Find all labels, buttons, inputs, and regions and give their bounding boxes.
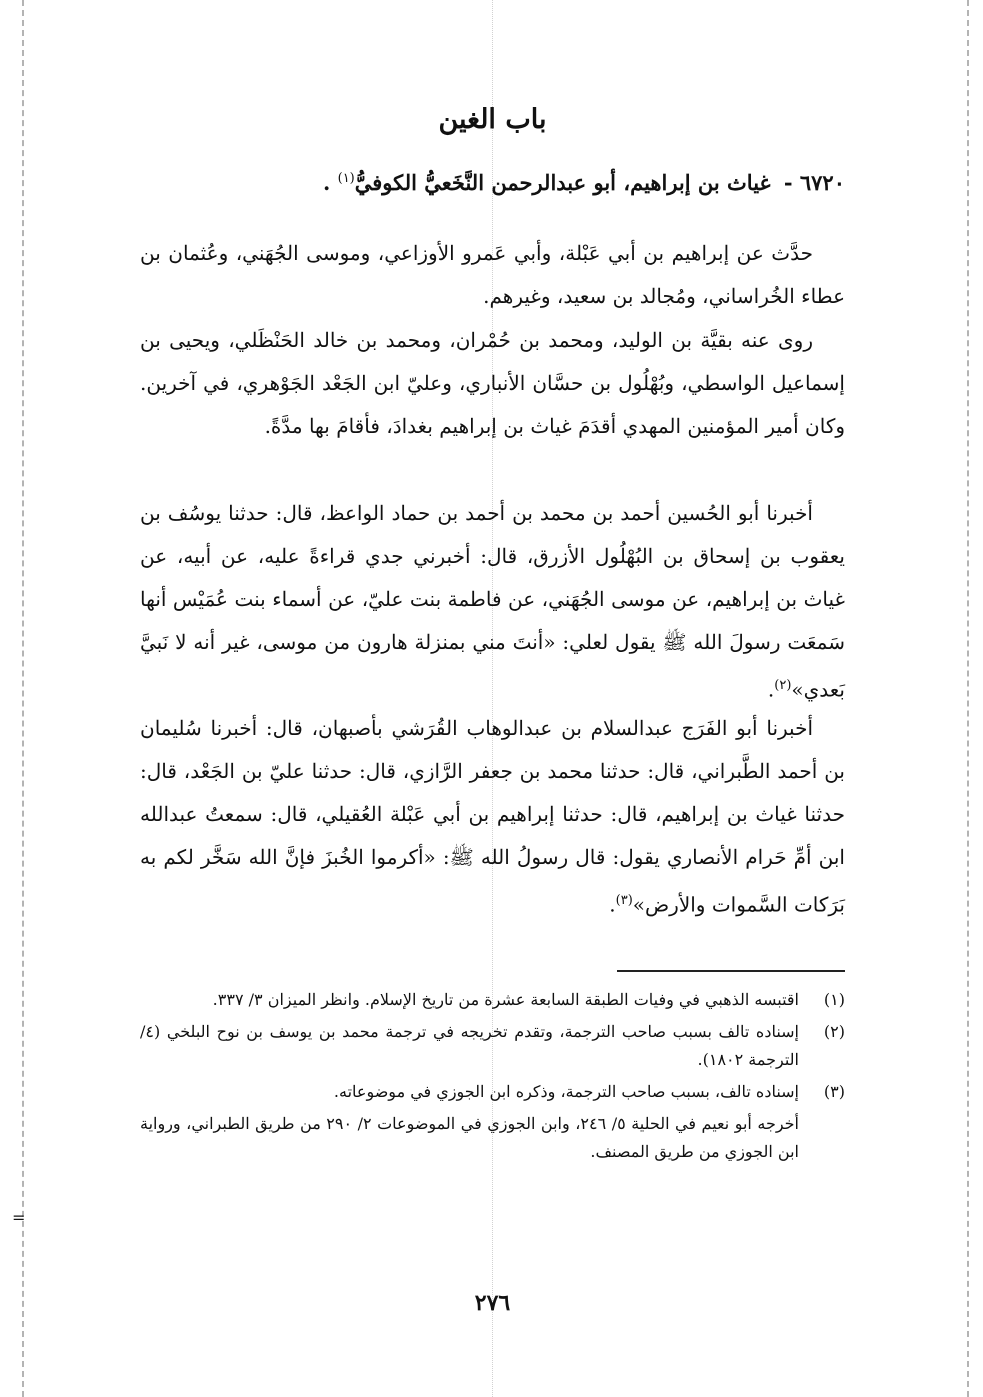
footnote-2 (140, 1018, 845, 1074)
paragraph-text: حدَّث عن إبراهيم بن أبي عَبْلة، وأبي عَمرو الأوزاعي، وموسى الجُهَني، وعُثمان بن عطاء الخُراساني، ومُجالد بن سعيد، وغيرهم. (140, 241, 845, 308)
scan-edge-left (22, 0, 24, 1397)
footnote-number: (١) (823, 990, 845, 1009)
hadith-1-text: أخبرنا أبو الحُسين أحمد بن محمد بن أحمد بن حماد الواعظ، قال: حدثنا يوسُف بن يعقوب بن إسحاق بن البُهْلُول الأزرق، قال: أخبرني جدي قراءةً عليه، عن أبيه، عن غياث بن إبراهيم، عن موسى الجُهَني، عن فاطمة بنت عليّ، عن أسماء بنت عُمَيْس أنها سَمعَت رسولَ الله ﷺ يقول لعلي: «أنتَ مني بمنزلة هارون من موسى، غير أنه لا نَبيَّ بَعدي» (140, 501, 845, 702)
chapter-title: باب الغين (438, 104, 547, 135)
hadith-1-end: . (767, 677, 775, 702)
footnote-number: (٣) (823, 1082, 845, 1101)
footnotes-section (140, 986, 845, 1166)
footnote-text: إسناده تالف، بسبب صاحب الترجمة، وذكره ابن الجوزي في موضوعاته. (333, 1082, 799, 1101)
paragraph-hadith-1 (140, 492, 845, 712)
paragraph-text (140, 707, 845, 927)
paragraph-hadith-2 (140, 707, 845, 927)
footnote-divider (617, 970, 845, 972)
entry-heading-end: . (322, 170, 331, 195)
paragraph-narrated-by (140, 319, 845, 448)
entry-number: ٦٧٢٠ - (783, 170, 845, 195)
entry-heading (140, 170, 845, 195)
footnote-ref-1: (١) (337, 171, 355, 186)
footnote-ref-3: (٣) (615, 893, 633, 908)
paragraph-text (140, 492, 845, 712)
hadith-2-end: . (609, 892, 616, 917)
scan-edge-right (967, 0, 969, 1397)
footnote-text: اقتبسه الذهبي في وفيات الطبقة السابعة عشرة من تاريخ الإسلام. وانظر الميزان ٣/ ٣٣٧. (212, 990, 799, 1009)
footnote-ref-2: (٢) (774, 678, 792, 693)
paragraph-narrated-from (140, 232, 845, 318)
footnote-3 (140, 1078, 845, 1106)
footnote-3-continuation: أخرجه أبو نعيم في الحلية ٥/ ٢٤٦، وابن الجوزي في الموضوعات ٢/ ٢٩٠ من طريق الطبراني، ورواية ابن الجوزي من طريق المصنف. (140, 1114, 800, 1161)
footnote-number: (٢) (823, 1022, 845, 1041)
continuation-mark: = (12, 1208, 26, 1227)
entry-name: غياث بن إبراهيم، أبو عبدالرحمن النَّخَعيُّ الكوفيُّ (354, 170, 771, 195)
paragraph-text: روى عنه بقيَّة بن الوليد، ومحمد بن حُمْران، ومحمد بن خالد الحَنْظَلي، ويحيى بن إسماعيل الواسطي، وبُهْلُول بن حسَّان الأنباري، وعليّ ابن الجَعْد الجَوْهري، في آخرين. وكان أمير المؤمنين المهدي أقدَمَ غياث بن إبراهيم بغدادَ، فأقامَ بها مدَّةً. (140, 328, 845, 438)
page-number: ٢٧٦ (474, 1290, 511, 1316)
footnote-1 (140, 986, 845, 1014)
footnote-text: إسناده تالف بسبب صاحب الترجمة، وتقدم تخريجه في ترجمة محمد بن يوسف بن نوح البلخي (٤/ الترجمة ١٨٠٢). (140, 1022, 799, 1069)
hadith-2-text: أخبرنا أبو الفَرَج عبدالسلام بن عبدالوهاب القُرَشي بأصبهان، قال: أخبرنا سُليمان بن أحمد الطَّبراني، قال: حدثنا محمد بن جعفر الرَّازي، قال: حدثنا عليّ بن الجَعْد، قال: حدثنا غياث بن إبراهيم، قال: حدثنا إبراهيم بن أبي عَبْلة العُقيلي، قال: سمعتُ عبدالله ابن أمِّ حَرام الأنصاري يقول: قال رسولُ الله ﷺ: «أكرموا الخُبزَ فإنَّ الله سَخَّر لكم به بَرَكات السَّموات والأرض» (140, 716, 845, 917)
